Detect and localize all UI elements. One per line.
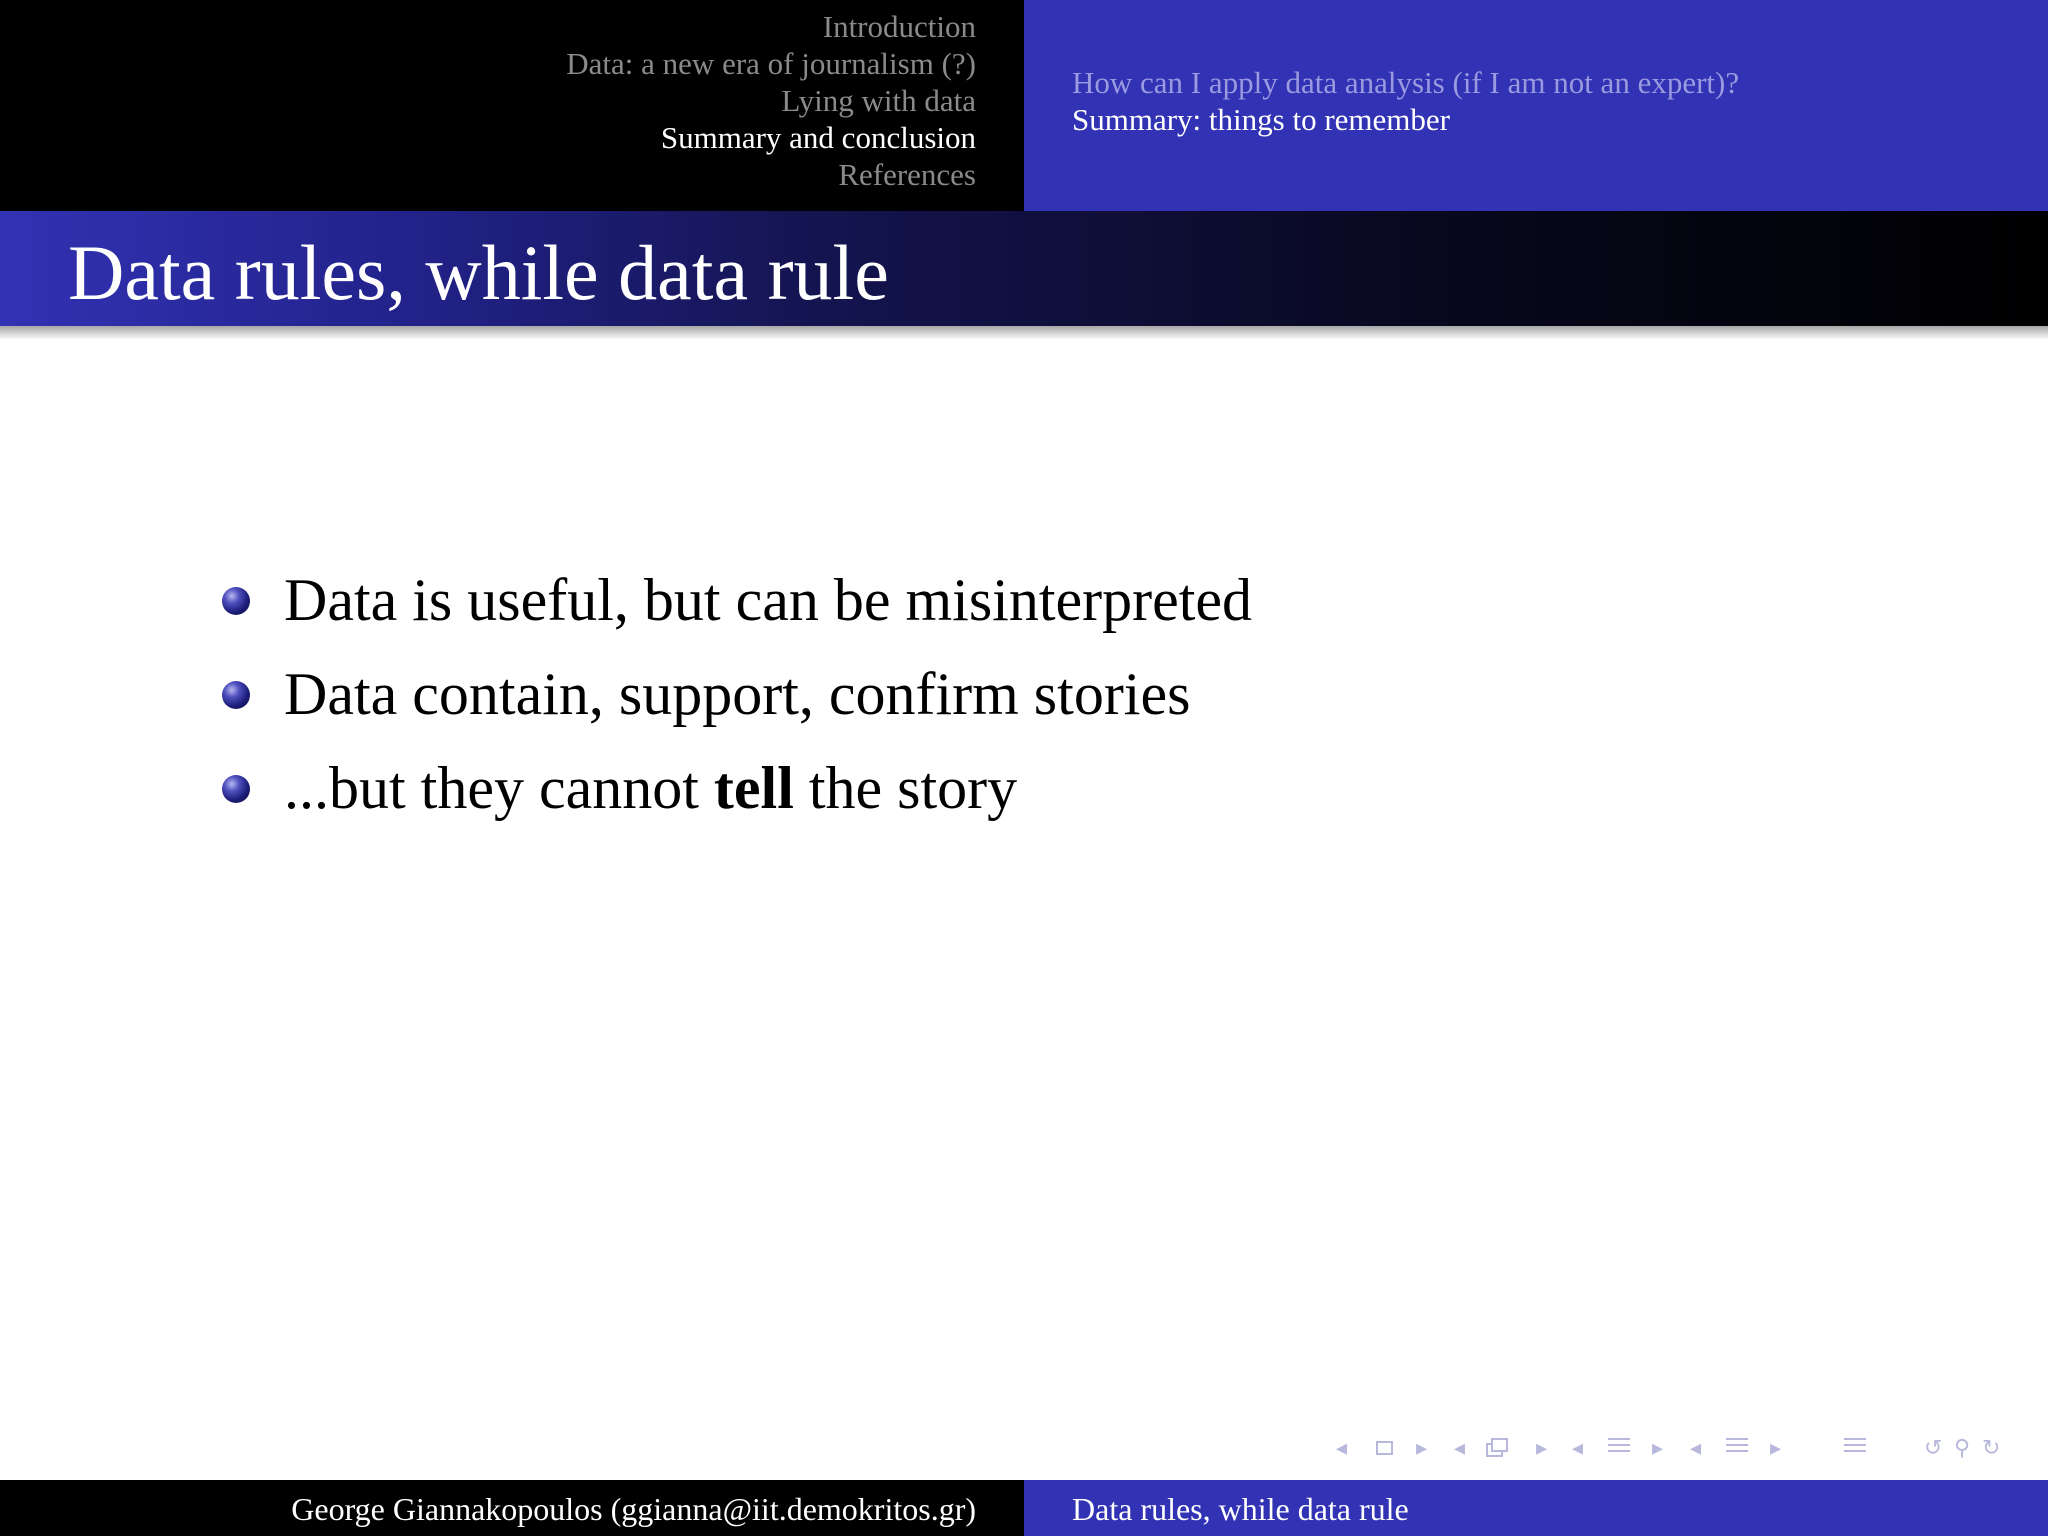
nav-right-arrow-icon[interactable]: ▸ bbox=[1770, 1436, 1782, 1461]
subsection-list bbox=[1072, 64, 1739, 138]
section-link-data-new-era[interactable]: Data: a new era of journalism (?) bbox=[566, 46, 976, 81]
frame-title-bar bbox=[0, 211, 2048, 326]
section-list bbox=[566, 8, 976, 193]
footer-title-panel bbox=[1024, 1480, 2048, 1536]
footer-author: George Giannakopoulos (ggianna@iit.demokritos.gr) bbox=[291, 1491, 976, 1527]
bullet-text-post: the story bbox=[793, 755, 1018, 821]
title-shadow bbox=[0, 326, 2048, 340]
subsection-link-summary[interactable]: Summary: things to remember bbox=[1072, 102, 1450, 137]
bullet-text: Data contain, support, confirm stories bbox=[284, 661, 1191, 727]
section-link-references[interactable]: References bbox=[838, 157, 976, 192]
top-navigation-bar bbox=[0, 0, 2048, 211]
search-icon[interactable]: ⚲ bbox=[1954, 1436, 1971, 1461]
bullet-icon bbox=[222, 587, 250, 615]
subsection-link-apply-analysis[interactable]: How can I apply data analysis (if I am not an expert)? bbox=[1072, 65, 1740, 100]
bullet-text: Data is useful, but can be misinterpreted bbox=[284, 567, 1253, 633]
section-link-introduction[interactable]: Introduction bbox=[822, 9, 976, 44]
section-icon[interactable] bbox=[1726, 1438, 1748, 1460]
nav-right-arrow-icon[interactable]: ▸ bbox=[1416, 1436, 1428, 1461]
bullet-text-pre: ...but they cannot bbox=[284, 755, 714, 821]
subsection-icon bbox=[1491, 1438, 1508, 1452]
slide-title: Data rules, while data rule bbox=[68, 229, 889, 316]
navigation-symbols bbox=[1336, 1434, 2036, 1464]
footer-bar bbox=[0, 1480, 2048, 1536]
nav-left-arrow-icon[interactable]: ◂ bbox=[1454, 1436, 1466, 1461]
bullet-icon bbox=[222, 681, 250, 709]
nav-right-arrow-icon[interactable]: ▸ bbox=[1536, 1436, 1548, 1461]
section-navigation bbox=[0, 0, 1024, 211]
nav-left-arrow-icon[interactable]: ◂ bbox=[1690, 1436, 1702, 1461]
section-icon[interactable] bbox=[1608, 1438, 1630, 1460]
frame-icon[interactable] bbox=[1376, 1441, 1393, 1455]
toc-icon[interactable] bbox=[1844, 1438, 1866, 1460]
undo-icon[interactable]: ↺ bbox=[1924, 1436, 1943, 1461]
footer-title: Data rules, while data rule bbox=[1072, 1491, 1409, 1527]
bullet-text-emphasis: tell bbox=[713, 755, 794, 821]
footer-author-panel bbox=[0, 1480, 1024, 1536]
section-link-lying-with-data[interactable]: Lying with data bbox=[781, 83, 976, 118]
nav-right-arrow-icon[interactable]: ▸ bbox=[1652, 1436, 1664, 1461]
section-link-summary[interactable]: Summary and conclusion bbox=[660, 120, 976, 155]
nav-left-arrow-icon[interactable]: ◂ bbox=[1336, 1436, 1348, 1461]
nav-left-arrow-icon[interactable]: ◂ bbox=[1572, 1436, 1584, 1461]
subsection-navigation bbox=[1024, 0, 2048, 211]
bullet-icon bbox=[222, 775, 250, 803]
bullet-text bbox=[284, 748, 1017, 828]
redo-icon[interactable]: ↻ bbox=[1982, 1436, 2001, 1461]
